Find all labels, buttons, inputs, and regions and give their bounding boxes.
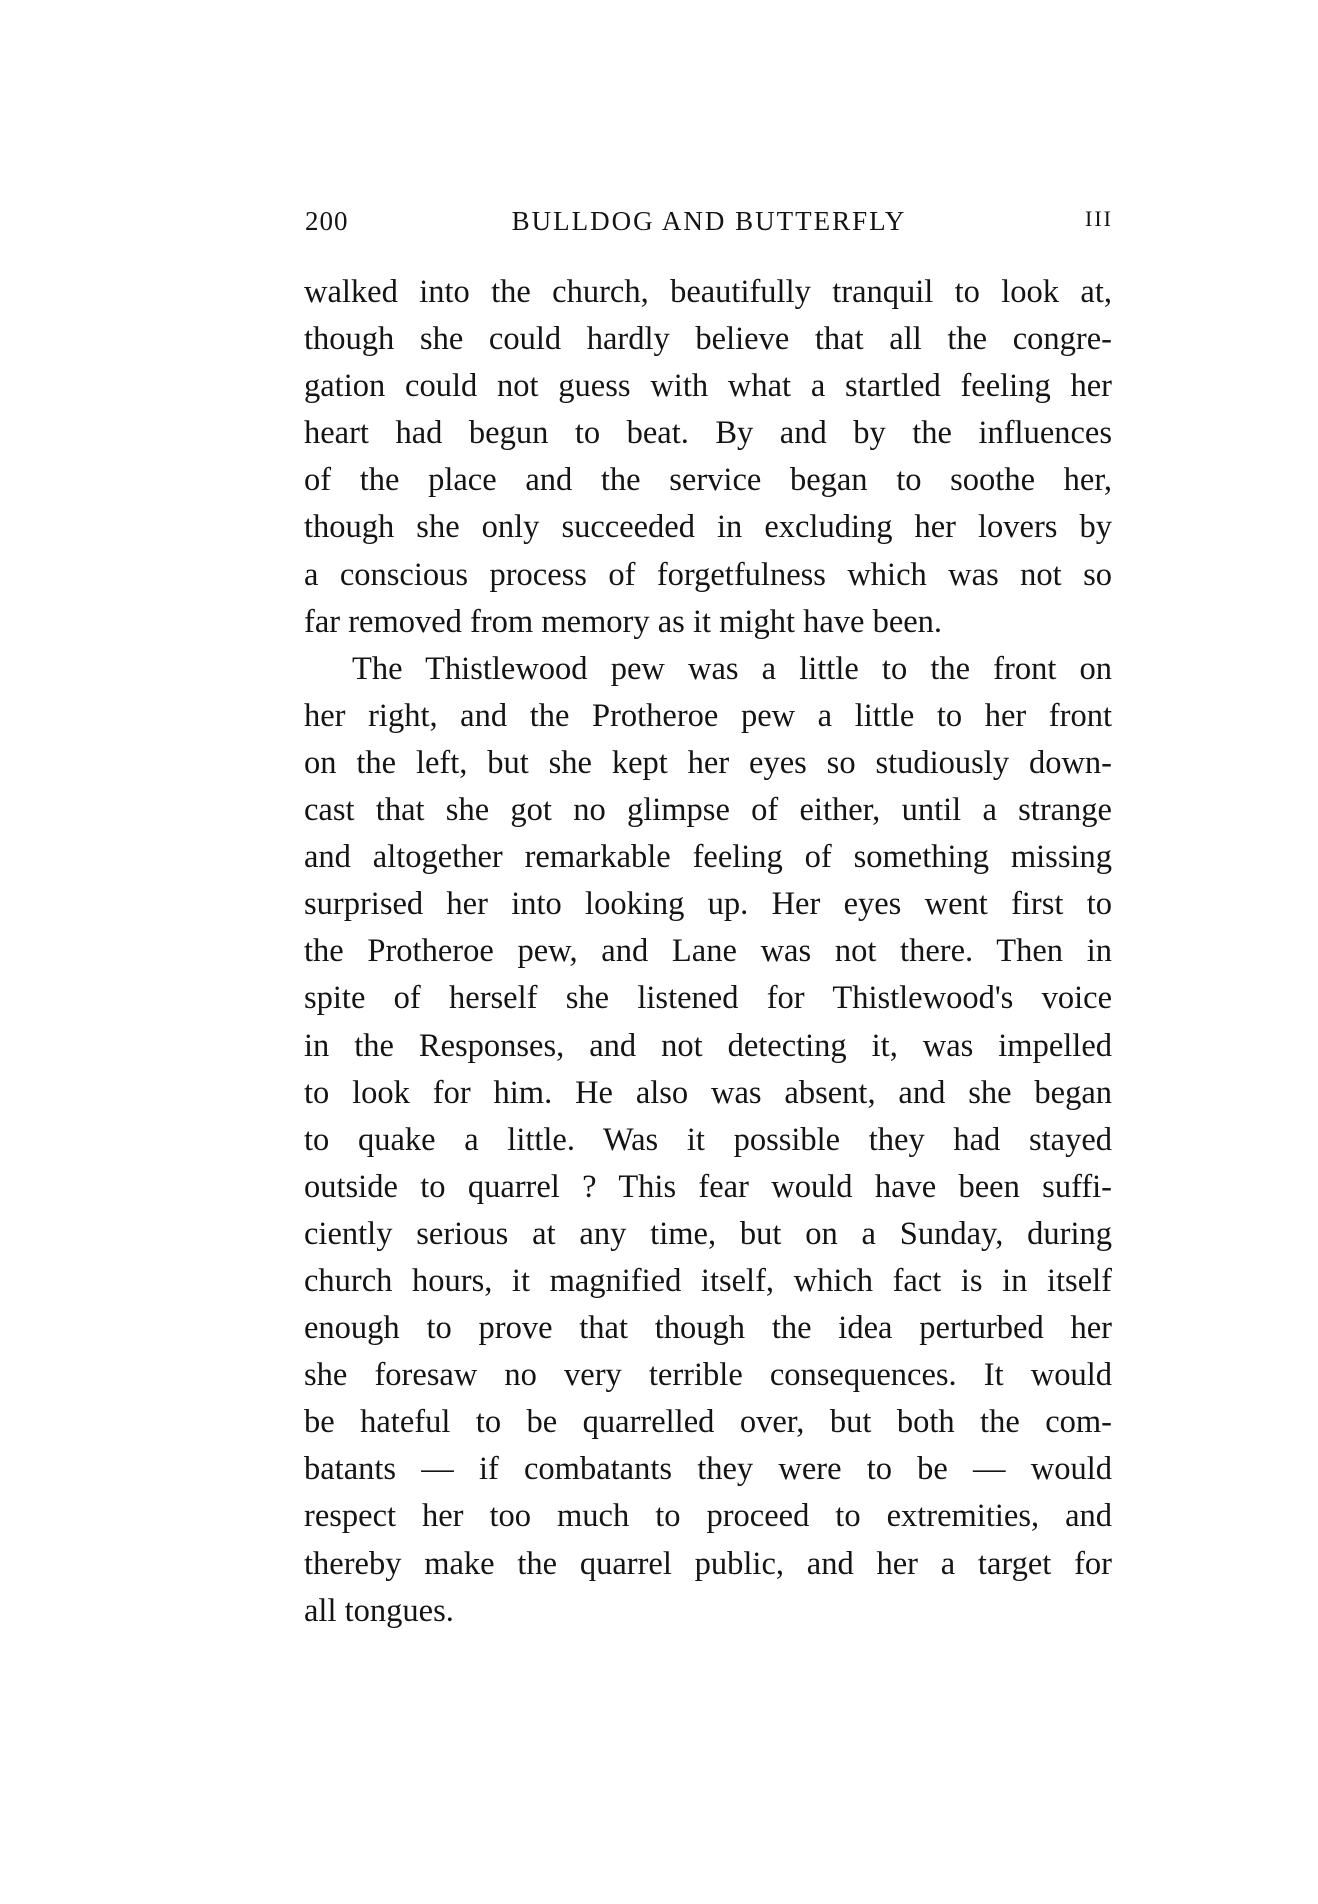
running-head bbox=[305, 206, 1113, 246]
text-line: thereby make the quarrel public, and her a target for bbox=[304, 1545, 1112, 1582]
text-line: respect her too much to proceed to extremities, and bbox=[304, 1498, 1112, 1535]
text-line: a conscious process of forgetfulness which was not so bbox=[304, 556, 1112, 593]
paragraph bbox=[304, 646, 1112, 1635]
text-line: far removed from memory as it might have been. bbox=[304, 603, 943, 640]
chapter-number: III bbox=[1085, 206, 1113, 231]
text-line: on the left, but she kept her eyes so studiously down- bbox=[304, 744, 1112, 781]
text-line: to look for him. He also was absent, and she began bbox=[304, 1074, 1112, 1111]
text-line: in the Responses, and not detecting it, was impelled bbox=[304, 1027, 1112, 1064]
text-line: all tongues. bbox=[304, 1592, 454, 1629]
running-title: BULLDOG AND BUTTERFLY bbox=[511, 206, 907, 236]
text-line: The Thistlewood pew was a little to the front on bbox=[352, 650, 1112, 687]
text-line: ciently serious at any time, but on a Sunday, during bbox=[304, 1215, 1112, 1252]
text-line: batants — if combatants they were to be — would bbox=[304, 1451, 1112, 1488]
page-number: 200 bbox=[305, 206, 349, 236]
text-line: and altogether remarkable feeling of something missing bbox=[304, 839, 1112, 876]
text-line: walked into the church, beautifully tranquil to look at, bbox=[304, 274, 1112, 310]
text-line: she foresaw no very terrible consequences. It would bbox=[304, 1357, 1112, 1394]
paragraph-continued bbox=[304, 269, 1112, 646]
text-line: heart had begun to beat. By and by the influences bbox=[304, 415, 1112, 452]
text-line: surprised her into looking up. Her eyes went first to bbox=[304, 886, 1112, 923]
text-line: spite of herself she listened for Thistlewood's voice bbox=[304, 980, 1112, 1017]
text-line: of the place and the service began to soothe her, bbox=[304, 462, 1112, 499]
text-line: though she only succeeded in excluding her lovers by bbox=[304, 509, 1112, 546]
body-text bbox=[304, 269, 1112, 1635]
text-line: though she could hardly believe that all the congre- bbox=[304, 321, 1112, 358]
text-line: her right, and the Protheroe pew a little to her front bbox=[304, 697, 1112, 734]
text-line: enough to prove that though the idea perturbed her bbox=[304, 1310, 1112, 1347]
text-line: cast that she got no glimpse of either, until a strange bbox=[304, 792, 1112, 829]
text-line: be hateful to be quarrelled over, but both the com- bbox=[304, 1404, 1112, 1441]
text-line: gation could not guess with what a startled feeling her bbox=[304, 368, 1112, 405]
text-line: outside to quarrel ? This fear would have been suffi- bbox=[304, 1168, 1112, 1205]
text-line: church hours, it magnified itself, which fact is in itself bbox=[304, 1262, 1112, 1299]
text-line: to quake a little. Was it possible they had stayed bbox=[304, 1121, 1112, 1158]
text-line: the Protheroe pew, and Lane was not there. Then in bbox=[304, 933, 1112, 970]
